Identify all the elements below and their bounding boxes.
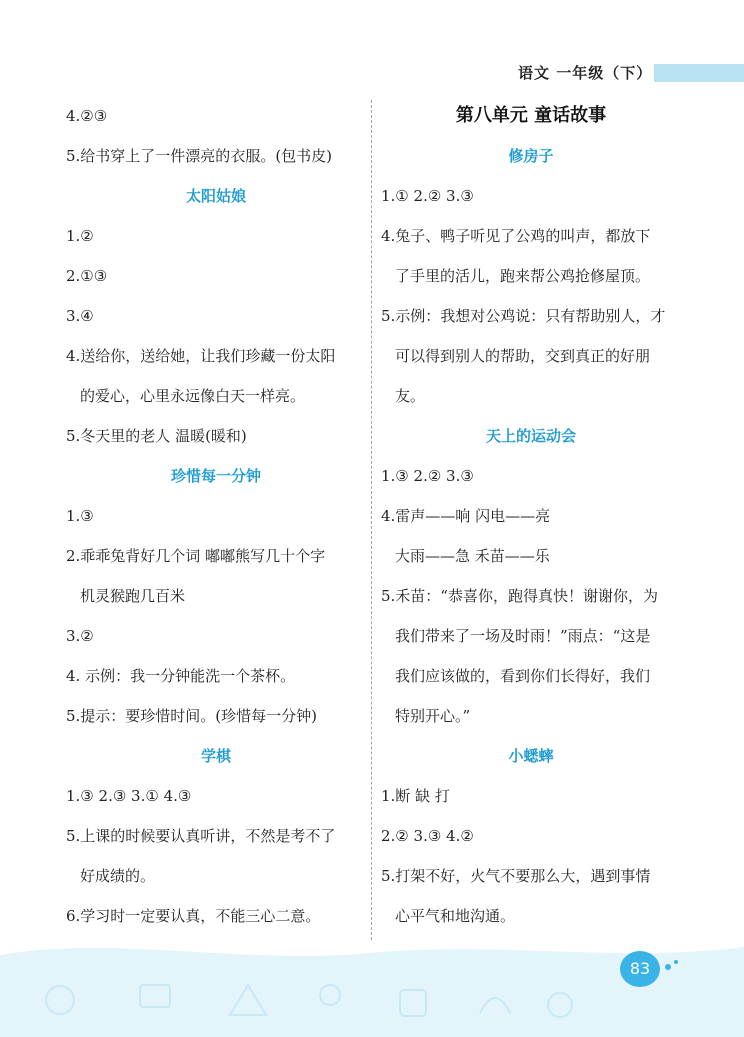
- answer-line: 3.②: [66, 627, 94, 645]
- unit-title: 第八单元 童话故事: [455, 105, 607, 126]
- answer-line: 4.兔子、鸭子听见了公鸡的叫声，都放下: [381, 227, 651, 245]
- answer-line: 友。: [395, 387, 426, 405]
- answer-line: 心平气和地沟通。: [395, 907, 516, 925]
- answer-line: 1.③ 2.③ 3.① 4.③: [66, 787, 192, 805]
- section-title-taiyang-guniang: 太阳姑娘: [185, 187, 246, 205]
- answer-line: 4.②③: [66, 107, 108, 125]
- header-accent-bar: [654, 64, 744, 82]
- answer-line: 2.② 3.③ 4.②: [381, 827, 474, 845]
- answer-line: 1.③ 2.② 3.③: [381, 467, 474, 485]
- answer-line: 5.禾苗：“恭喜你，跑得真快！谢谢你，为: [381, 587, 658, 605]
- answer-line: 2.①③: [66, 267, 108, 285]
- page-number-badge: 83: [620, 951, 660, 987]
- right-column: [381, 96, 681, 936]
- answer-line: 4.送给你，送给她，让我们珍藏一份太阳: [66, 347, 336, 365]
- answer-line: 5.示例：我想对公鸡说：只有帮助别人，才: [381, 307, 666, 325]
- section-title-xiu-fangzi: 修房子: [508, 147, 554, 165]
- answer-line: 可以得到别人的帮助，交到真正的好朋: [395, 347, 651, 365]
- answer-line: 1.②: [66, 227, 94, 245]
- answer-line: 4.雷声——响 闪电——亮: [381, 507, 551, 525]
- answer-line: 我们应该做的，看到你们长得好，我们: [395, 667, 651, 685]
- answer-line: 2.乖乖兔背好几个词 嘟嘟熊写几十个字: [66, 547, 326, 565]
- answer-line: 特别开心。”: [395, 707, 471, 725]
- answer-line: 的爱心，心里永远像白天一样亮。: [80, 387, 306, 405]
- left-column: [66, 96, 366, 936]
- answer-line: 1.断 缺 打: [381, 787, 450, 805]
- answer-line: 1.③: [66, 507, 94, 525]
- header-subject-grade: 语文 一年级（下）: [518, 64, 653, 82]
- section-title-zhenxi-fenzhong: 珍惜每一分钟: [170, 467, 261, 485]
- answer-line: 机灵猴跑几百米: [80, 587, 186, 605]
- answer-line: 5.上课的时候要认真听讲，不然是考不了: [66, 827, 336, 845]
- answer-line: 5.给书穿上了一件漂亮的衣服。(包书皮): [66, 147, 333, 165]
- answer-line: 3.④: [66, 307, 94, 325]
- answer-line: 6.学习时一定要认真，不能三心二意。: [66, 907, 321, 925]
- answer-line: 4. 示例：我一分钟能洗一个茶杯。: [66, 667, 296, 685]
- answer-line: 5.冬天里的老人 温暖(暖和): [66, 427, 247, 445]
- section-title-xiao-xishuai: 小蟋蟀: [508, 747, 554, 765]
- answer-line: 5.打架不好，火气不要那么大，遇到事情: [381, 867, 651, 885]
- answer-line: 了手里的活儿，跑来帮公鸡抢修屋顶。: [395, 267, 651, 285]
- answer-line: 5.提示：要珍惜时间。(珍惜每一分钟): [66, 707, 318, 725]
- answer-line: 我们带来了一场及时雨！”雨点：“这是: [395, 627, 651, 645]
- answer-line: 好成绩的。: [80, 867, 156, 885]
- column-divider: [371, 100, 372, 940]
- answer-line: 大雨——急 禾苗——乐: [395, 547, 550, 565]
- answer-line: 1.① 2.② 3.③: [381, 187, 474, 205]
- section-title-xueqi: 学棋: [200, 747, 231, 765]
- section-title-tianshang-yundonghui: 天上的运动会: [485, 427, 576, 445]
